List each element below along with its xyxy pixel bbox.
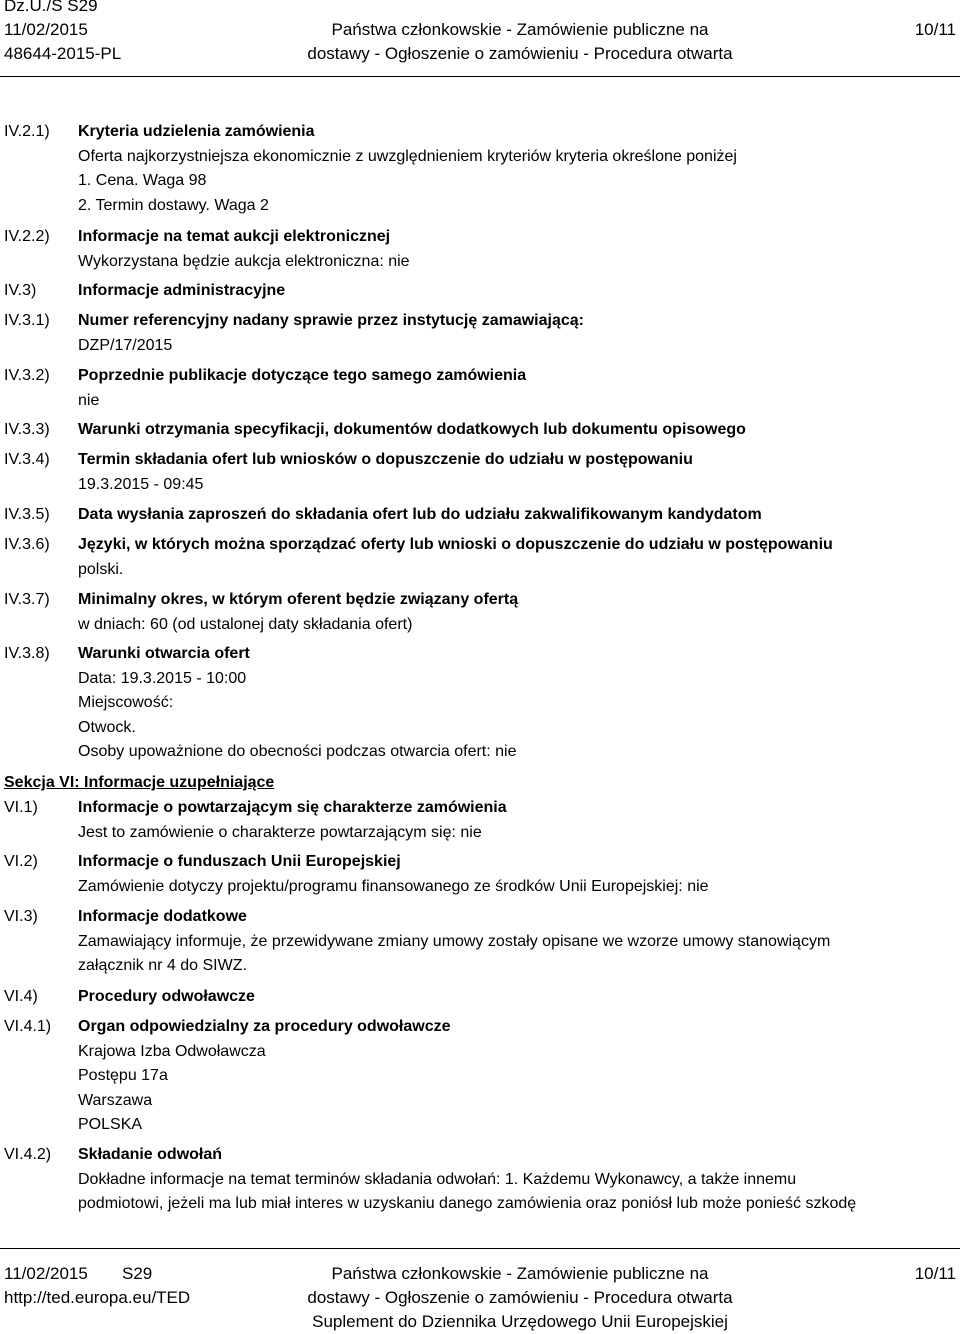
section-item-body — [78, 588, 954, 637]
section-item-number: IV.3.8) — [4, 645, 50, 662]
section-item-body — [78, 905, 954, 979]
section-item-heading: Kryteria udzielenia zamówienia — [78, 123, 315, 140]
section-item-body — [78, 279, 954, 304]
header-rule — [0, 76, 960, 77]
section-item-heading: Informacje dodatkowe — [78, 908, 247, 925]
section-item-text: DZP/17/2015 — [78, 336, 173, 354]
section-item-text: 2. Termin dostawy. Waga 2 — [78, 196, 269, 214]
section-item-text: Dokładne informacje na temat terminów składania odwołań: 1. Każdemu Wykonawcy, a także innemu — [78, 1170, 797, 1188]
section-item-text: Postępu 17a — [78, 1067, 168, 1084]
section-item-heading: Minimalny okres, w którym oferent będzie związany ofertą — [78, 591, 519, 608]
footer-url: http://ted.europa.eu/TED — [4, 1288, 191, 1307]
section-item-body — [78, 364, 954, 413]
footer-series: S29 — [122, 1264, 153, 1283]
section-item-number: IV.3.4) — [4, 451, 50, 468]
page-footer — [0, 1262, 960, 1334]
section-item-text: Jest to zamówienie o charakterze powtarzającym się: nie — [78, 823, 482, 841]
section-item-number: VI.3) — [4, 908, 38, 925]
section-item-body — [78, 448, 954, 497]
section-item-body — [78, 642, 954, 765]
section-item-heading: Data wysłania zaproszeń do składania ofert lub do udziału zakwalifikowanym kandydatom — [78, 506, 762, 523]
section-item-number: IV.2.2) — [4, 228, 50, 245]
section-item-number: VI.4) — [4, 988, 38, 1005]
section-item-body — [78, 309, 954, 358]
section-item-text: Zamawiający informuje, że przewidywane zmiany umowy zostały opisane we wzorze umowy stanowiącym — [78, 932, 831, 950]
footer-title-line3: Suplement do Dziennika Urzędowego Unii Europejskiej — [312, 1312, 728, 1331]
section-item-number: VI.4.2) — [4, 1146, 52, 1163]
section-item-text: polski. — [78, 560, 124, 578]
section-item-heading: Informacje administracyjne — [78, 282, 286, 299]
section-item-number: IV.3.2) — [4, 367, 50, 384]
section-item-body — [78, 225, 954, 274]
section-item-text: Warszawa — [78, 1091, 153, 1109]
section-item-text: w dniach: 60 (od ustalonej daty składania ofert) — [78, 615, 413, 633]
section-item-text: POLSKA — [78, 1116, 143, 1133]
section-item-body — [78, 120, 954, 218]
footer-rule — [0, 1248, 960, 1249]
section-item-number: IV.3.7) — [4, 591, 50, 608]
header-date: 11/02/2015 — [4, 20, 88, 39]
section-item-number: IV.3.3) — [4, 421, 50, 438]
section-item-text: Krajowa Izba Odwoławcza — [78, 1042, 266, 1060]
footer-page-number: 10/11 — [914, 1264, 956, 1283]
section-item-heading: Numer referencyjny nadany sprawie przez instytucję zamawiającą: — [78, 312, 584, 329]
section-item-text: Zamówienie dotyczy projektu/programu finansowanego ze środków Unii Europejskiej: nie — [78, 877, 709, 895]
footer-title-line2: dostawy - Ogłoszenie o zamówieniu - Procedura otwarta — [307, 1288, 733, 1307]
section-item-heading: Informacje na temat aukcji elektronicznej — [78, 228, 391, 245]
section-item-text: Miejscowość: — [78, 694, 174, 711]
section-item-heading: Informacje o funduszach Unii Europejskiej — [78, 853, 401, 870]
header-page-number: 10/11 — [914, 20, 956, 39]
journal-ref: Dz.U./S S29 — [4, 0, 98, 15]
section-item-body — [78, 503, 954, 528]
header-title-line2: dostawy - Ogłoszenie o zamówieniu - Procedura otwarta — [307, 44, 733, 63]
section-item-heading: Warunki otrzymania specyfikacji, dokumentów dodatkowych lub dokumentu opisowego — [78, 421, 746, 438]
notice-id: 48644-2015-PL — [4, 44, 122, 63]
section-item-number: IV.3.5) — [4, 506, 50, 523]
section-item-body — [78, 850, 954, 899]
header-title-line1: Państwa członkowskie - Zamówienie publiczne na — [331, 20, 709, 39]
section-item-body — [78, 1015, 954, 1138]
footer-title-line1: Państwa członkowskie - Zamówienie publiczne na — [331, 1264, 709, 1283]
section-item-heading: Termin składania ofert lub wniosków o dopuszczenie do udziału w postępowaniu — [78, 451, 693, 468]
footer-date: 11/02/2015 — [4, 1264, 88, 1283]
section-item-number: IV.3.6) — [4, 536, 50, 553]
section-item-number: IV.2.1) — [4, 123, 50, 140]
section-item-text: 19.3.2015 - 09:45 — [78, 475, 204, 493]
section-item-text: Data: 19.3.2015 - 10:00 — [78, 669, 247, 687]
section-item-heading: Warunki otwarcia ofert — [78, 645, 250, 662]
section-item-text: 1. Cena. Waga 98 — [78, 172, 207, 189]
section-item-body — [78, 796, 954, 845]
section-item-body — [78, 985, 954, 1010]
section-item-heading: Języki, w których można sporządzać oferty lub wnioski o dopuszczenie do udziału w postępowaniu — [78, 536, 833, 553]
section-item-heading: Informacje o powtarzającym się charakterze zamówienia — [78, 799, 507, 816]
section-item-heading: Procedury odwoławcze — [78, 988, 255, 1005]
section-item-number: IV.3) — [4, 282, 37, 299]
section-item-heading: Składanie odwołań — [78, 1146, 223, 1163]
section-item-text: podmiotowi, jeżeli ma lub miał interes w uzyskaniu danego zamówienia oraz poniósł lub może ponieść szkodę — [78, 1195, 857, 1212]
section-item-heading: Organ odpowiedzialny za procedury odwoławcze — [78, 1018, 451, 1035]
section-item-number: VI.1) — [4, 799, 38, 816]
section-item-heading: Poprzednie publikacje dotyczące tego samego zamówienia — [78, 367, 527, 384]
section-item-text: Otwock. — [78, 718, 136, 736]
section-item-number: VI.2) — [4, 853, 38, 870]
section-item-body — [78, 418, 954, 443]
section-vi-title: Sekcja VI: Informacje uzupełniające — [4, 774, 275, 791]
section-item-body — [78, 1143, 954, 1217]
page-header — [0, 0, 960, 70]
section-item-text: Wykorzystana będzie aukcja elektroniczna: nie — [78, 252, 410, 270]
section-item-text: nie — [78, 391, 100, 409]
section-item-number: VI.4.1) — [4, 1018, 52, 1035]
section-item-body — [78, 533, 954, 582]
section-item-number: IV.3.1) — [4, 312, 50, 329]
section-item-text: załącznik nr 4 do SIWZ. — [78, 957, 247, 974]
section-item-text: Oferta najkorzystniejsza ekonomicznie z uwzględnieniem kryteriów kryteria określone poniżej — [78, 147, 737, 165]
section-item-text: Osoby upoważnione do obecności podczas otwarcia ofert: nie — [78, 743, 517, 760]
